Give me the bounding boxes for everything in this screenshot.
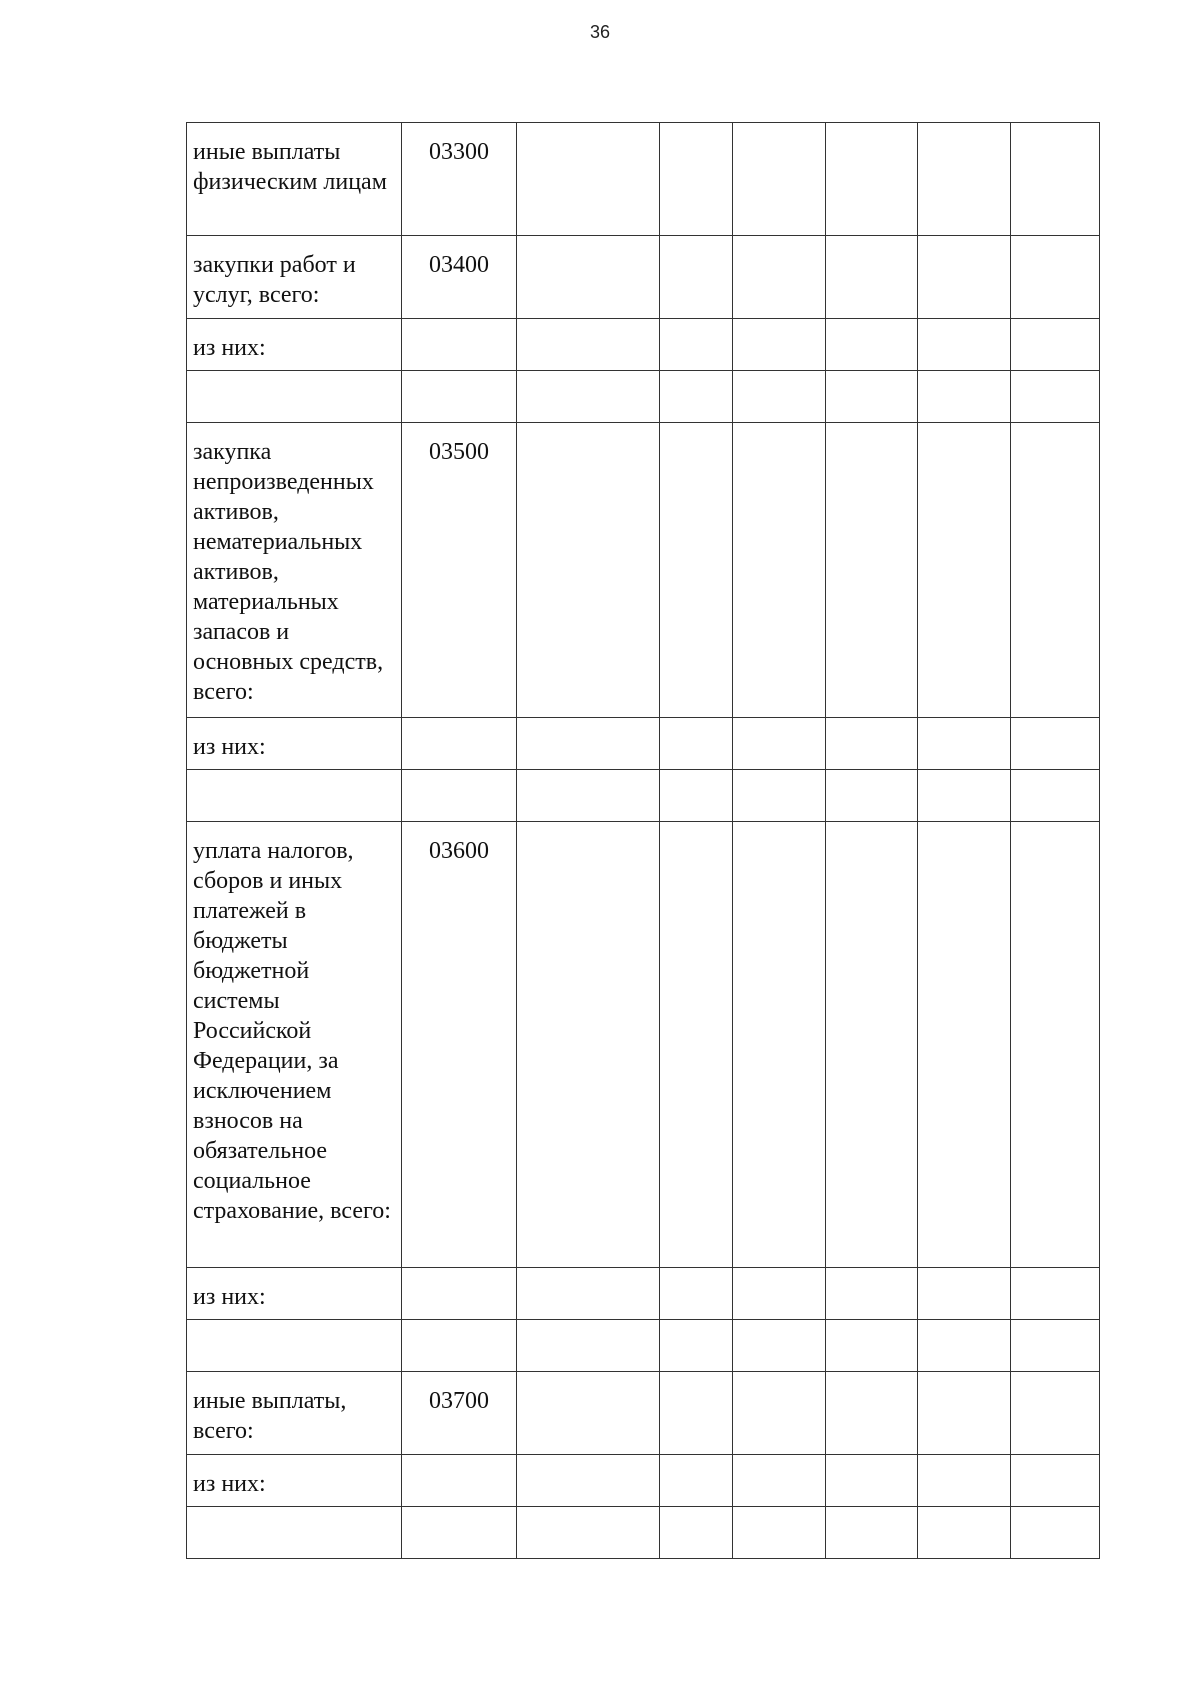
value-cell: [517, 123, 660, 236]
value-cell: [517, 822, 660, 1268]
table-row: [187, 236, 1100, 319]
row-label: иные выплаты физическим лицам: [187, 123, 402, 236]
value-cell: [918, 423, 1011, 718]
row-label: из них:: [187, 1268, 402, 1320]
value-cell: [826, 123, 918, 236]
value-cell: [733, 770, 826, 822]
value-cell: [733, 1455, 826, 1507]
row-code: [402, 319, 517, 371]
value-cell: [517, 423, 660, 718]
row-label: [187, 371, 402, 423]
row-code: [402, 371, 517, 423]
value-cell: [517, 236, 660, 319]
value-cell: [733, 1268, 826, 1320]
value-cell: [733, 718, 826, 770]
value-cell: [918, 371, 1011, 423]
value-cell: [660, 1372, 733, 1455]
value-cell: [517, 319, 660, 371]
value-cell: [660, 123, 733, 236]
value-cell: [733, 371, 826, 423]
table-row: [187, 1455, 1100, 1507]
value-cell: [733, 1507, 826, 1559]
row-label: иные выплаты, всего:: [187, 1372, 402, 1455]
row-label: из них:: [187, 718, 402, 770]
value-cell: [517, 371, 660, 423]
value-cell: [660, 319, 733, 371]
value-cell: [918, 1372, 1011, 1455]
table-row: [187, 1507, 1100, 1559]
row-code: [402, 718, 517, 770]
value-cell: [733, 123, 826, 236]
value-cell: [918, 822, 1011, 1268]
value-cell: [1011, 1507, 1100, 1559]
table-row: [187, 1268, 1100, 1320]
row-code: 03500: [402, 423, 517, 718]
value-cell: [826, 1507, 918, 1559]
value-cell: [1011, 1455, 1100, 1507]
value-cell: [660, 423, 733, 718]
row-code: [402, 1268, 517, 1320]
row-code: [402, 1455, 517, 1507]
value-cell: [826, 1268, 918, 1320]
value-cell: [1011, 236, 1100, 319]
table-row: [187, 371, 1100, 423]
value-cell: [1011, 423, 1100, 718]
table-row: [187, 770, 1100, 822]
value-cell: [660, 822, 733, 1268]
value-cell: [826, 236, 918, 319]
row-label: [187, 770, 402, 822]
value-cell: [1011, 371, 1100, 423]
table-row: [187, 123, 1100, 236]
value-cell: [826, 770, 918, 822]
value-cell: [1011, 123, 1100, 236]
value-cell: [660, 1455, 733, 1507]
table-row: [187, 319, 1100, 371]
value-cell: [660, 236, 733, 319]
value-cell: [517, 1372, 660, 1455]
row-label: закупки работ и услуг, всего:: [187, 236, 402, 319]
value-cell: [826, 822, 918, 1268]
row-code: 03400: [402, 236, 517, 319]
table-row: [187, 1320, 1100, 1372]
value-cell: [826, 1320, 918, 1372]
value-cell: [1011, 1268, 1100, 1320]
row-code: 03300: [402, 123, 517, 236]
value-cell: [826, 423, 918, 718]
value-cell: [1011, 319, 1100, 371]
row-code: [402, 1320, 517, 1372]
value-cell: [660, 1507, 733, 1559]
value-cell: [733, 1320, 826, 1372]
value-cell: [1011, 822, 1100, 1268]
value-cell: [918, 718, 1011, 770]
row-code: 03600: [402, 822, 517, 1268]
table-row: [187, 822, 1100, 1268]
value-cell: [918, 1455, 1011, 1507]
value-cell: [517, 770, 660, 822]
value-cell: [660, 718, 733, 770]
row-label: [187, 1507, 402, 1559]
value-cell: [918, 770, 1011, 822]
table-row: [187, 1372, 1100, 1455]
value-cell: [733, 319, 826, 371]
value-cell: [517, 1320, 660, 1372]
row-label: [187, 1320, 402, 1372]
value-cell: [918, 319, 1011, 371]
value-cell: [1011, 1372, 1100, 1455]
table-row: [187, 718, 1100, 770]
value-cell: [660, 1320, 733, 1372]
value-cell: [517, 1507, 660, 1559]
value-cell: [826, 371, 918, 423]
value-cell: [918, 123, 1011, 236]
value-cell: [826, 718, 918, 770]
row-code: [402, 770, 517, 822]
value-cell: [517, 1455, 660, 1507]
row-code: 03700: [402, 1372, 517, 1455]
value-cell: [660, 1268, 733, 1320]
value-cell: [660, 770, 733, 822]
page-number: 36: [589, 22, 611, 42]
value-cell: [733, 236, 826, 319]
value-cell: [660, 371, 733, 423]
expenditure-table: [186, 122, 1100, 1559]
row-label: уплата налогов, сборов и иных платежей в бюджеты бюджетной системы Российской Федерации, за исключением взносов на обязательное социальное страхование, всего:: [187, 822, 402, 1268]
value-cell: [826, 319, 918, 371]
value-cell: [918, 236, 1011, 319]
value-cell: [1011, 770, 1100, 822]
value-cell: [918, 1320, 1011, 1372]
row-label: закупка непроизведенных активов, нематериальных активов, материальных запасов и основных средств, всего:: [187, 423, 402, 718]
value-cell: [517, 718, 660, 770]
value-cell: [1011, 718, 1100, 770]
value-cell: [733, 1372, 826, 1455]
value-cell: [733, 822, 826, 1268]
value-cell: [517, 1268, 660, 1320]
value-cell: [826, 1455, 918, 1507]
value-cell: [1011, 1320, 1100, 1372]
value-cell: [733, 423, 826, 718]
row-code: [402, 1507, 517, 1559]
row-label: из них:: [187, 319, 402, 371]
value-cell: [826, 1372, 918, 1455]
value-cell: [918, 1507, 1011, 1559]
row-label: из них:: [187, 1455, 402, 1507]
value-cell: [918, 1268, 1011, 1320]
table-row: [187, 423, 1100, 718]
